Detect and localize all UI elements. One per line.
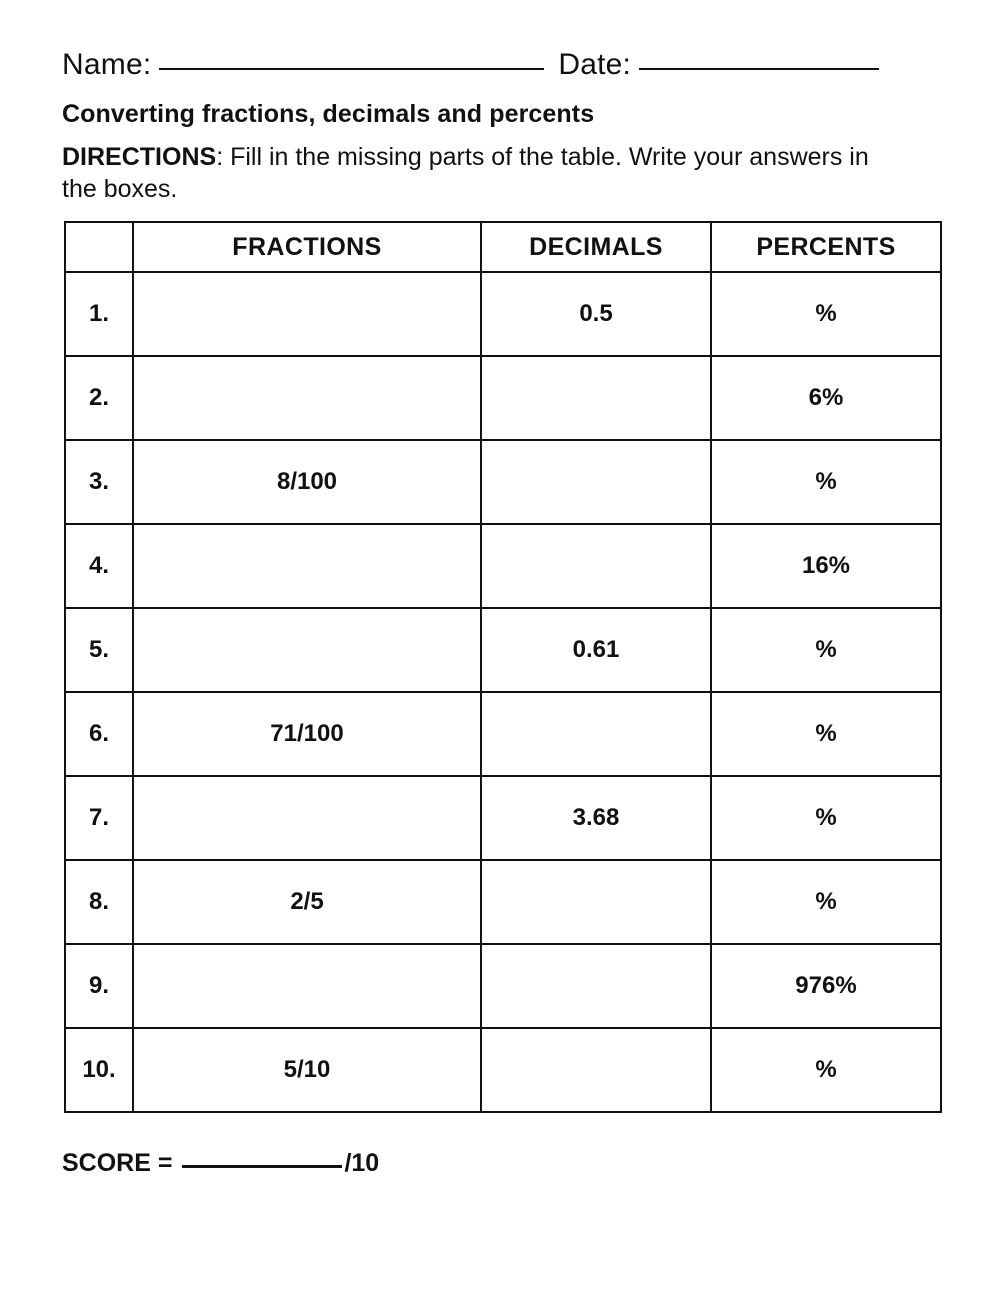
row-number: 2. [65,356,133,440]
row-number: 8. [65,860,133,944]
table-row [65,440,941,524]
cell-fraction[interactable] [133,356,481,440]
cell-fraction[interactable] [133,272,481,356]
cell-percent[interactable]: 16% [711,524,941,608]
page-title: Converting fractions, decimals and percents [62,100,595,128]
row-number: 5. [65,608,133,692]
cell-fraction[interactable] [133,776,481,860]
date-label: Date: [558,48,632,81]
row-number: 7. [65,776,133,860]
cell-fraction[interactable] [133,608,481,692]
cell-percent[interactable]: 976% [711,944,941,1028]
table-row [65,944,941,1028]
cell-fraction[interactable] [133,944,481,1028]
cell-fraction[interactable] [133,524,481,608]
row-number: 6. [65,692,133,776]
cell-percent[interactable]: % [711,440,941,524]
table-row [65,356,941,440]
column-header-fractions: FRACTIONS [133,222,481,272]
table-header-row [65,222,941,272]
cell-percent[interactable]: % [711,608,941,692]
score-line [62,1149,938,1178]
column-header-index [65,222,133,272]
row-number: 10. [65,1028,133,1112]
score-label: SCORE = [62,1149,173,1177]
cell-percent[interactable]: % [711,860,941,944]
score-blank-field[interactable] [182,1165,342,1168]
column-header-decimals: DECIMALS [481,222,711,272]
table-row [65,776,941,860]
table-row [65,608,941,692]
cell-decimal[interactable] [481,692,711,776]
table-row [65,272,941,356]
directions-body: : Fill in the missing parts of the table. Write your answers in the boxes. [62,143,869,203]
cell-decimal[interactable]: 0.61 [481,608,711,692]
cell-fraction[interactable]: 5/10 [133,1028,481,1112]
directions-label: DIRECTIONS [62,143,217,171]
row-number: 9. [65,944,133,1028]
score-total: /10 [344,1149,380,1177]
cell-percent[interactable]: 6% [711,356,941,440]
table-row [65,860,941,944]
name-blank-field[interactable] [159,68,544,70]
row-number: 4. [65,524,133,608]
cell-decimal[interactable]: 3.68 [481,776,711,860]
cell-percent[interactable]: % [711,692,941,776]
cell-percent[interactable]: % [711,1028,941,1112]
column-header-percents: PERCENTS [711,222,941,272]
cell-decimal[interactable]: 0.5 [481,272,711,356]
table-row [65,524,941,608]
cell-fraction[interactable]: 2/5 [133,860,481,944]
cell-decimal[interactable] [481,356,711,440]
table-row [65,692,941,776]
conversion-table [64,221,942,1113]
cell-decimal[interactable] [481,860,711,944]
cell-fraction[interactable]: 71/100 [133,692,481,776]
row-number: 1. [65,272,133,356]
cell-decimal[interactable] [481,1028,711,1112]
cell-percent[interactable]: % [711,776,941,860]
directions-text [62,141,902,205]
date-blank-field[interactable] [639,68,879,70]
cell-decimal[interactable] [481,944,711,1028]
cell-decimal[interactable] [481,524,711,608]
table-row [65,1028,941,1112]
cell-percent[interactable]: % [711,272,941,356]
name-label: Name: [62,48,152,81]
name-date-line [62,48,938,82]
row-number: 3. [65,440,133,524]
cell-fraction[interactable]: 8/100 [133,440,481,524]
cell-decimal[interactable] [481,440,711,524]
